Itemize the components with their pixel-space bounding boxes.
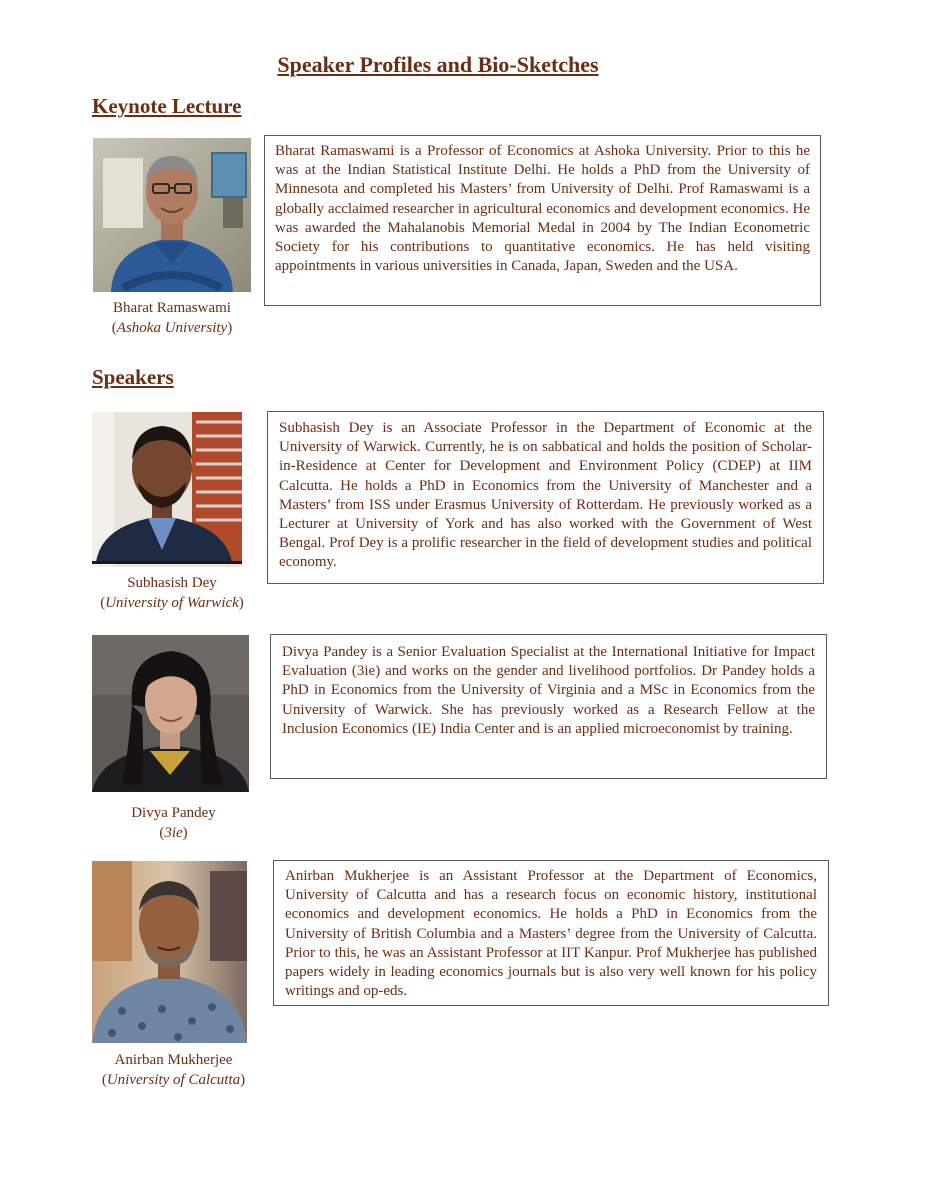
bio-text: Anirban Mukherjee is an Assistant Professor at the Department of Economics, University of Calcutta and has a research focus on economic history, institutional economics and development economics. He holds a PhD in Economics from the University of British Columbia and a Masters’ degree from the University of Calcutta. Prior to this, he was an Assistant Professor at IIT Kanpur. Prof Mukherjee has published papers widely in leading economics journals but is also very well known for his policy writings and op-eds. (285, 868, 817, 1000)
speaker-photo-divya-pandey (92, 635, 249, 792)
keynote-speaker-photo (93, 138, 251, 292)
speaker-photo-subhasish-dey (92, 412, 242, 567)
speaker-affiliation: University of Calcutta (106, 1071, 241, 1088)
speakers-heading: Speakers (92, 365, 174, 389)
speaker-caption-divya-pandey: Divya Pandey (3ie) (92, 804, 255, 843)
bio-text: Subhasish Dey is an Associate Professor in the Department of Economic at the University of Warwick. Currently, he is on sabbatical and holds the position of Scholar-in-Residence at Center for Development and Environment Policy (CDEP) at IIM Calcutta. He holds a PhD in Economics from the University of Manchester and a Masters’ from ISS under Erasmus University of Rotterdam. He previously worked as a Lecturer at University of York and has also worked with the Government of West Bengal. Prof Dey is a prolific researcher in the field of development studies and political economy. (279, 420, 812, 571)
speaker-affiliation: Ashoka University (116, 319, 228, 336)
keynote-bio-box (264, 135, 821, 306)
speaker-bio-box-anirban-mukherjee (273, 860, 829, 1006)
speaker-bio-box-subhasish-dey (267, 411, 824, 584)
keynote-heading: Keynote Lecture (92, 94, 242, 118)
keynote-caption: Bharat Ramaswami (Ashoka University) (93, 299, 251, 338)
bio-text: Divya Pandey is a Senior Evaluation Specialist at the International Initiative for Impact Evaluation (3ie) and works on the gender and livelihood portfolios. Dr Pandey holds a PhD in Economics from the University of Virginia and a MSc in Economics from the University of Warwick. She has previously worked as a Research Fellow at the Inclusion Economics (IE) India Center and is an applied microeconomist by training. (282, 644, 815, 737)
page-title: Speaker Profiles and Bio-Sketches (277, 52, 599, 77)
speaker-affiliation: University of Warwick (105, 594, 239, 611)
speaker-name: Anirban Mukherjee (114, 1052, 233, 1068)
speaker-name: Bharat Ramaswami (113, 300, 231, 316)
speaker-name: Divya Pandey (131, 805, 216, 821)
speaker-affiliation: 3ie (164, 824, 183, 841)
speaker-name: Subhasish Dey (127, 575, 217, 591)
speaker-caption-anirban-mukherjee: Anirban Mukherjee (University of Calcutta) (92, 1051, 255, 1090)
speaker-photo-anirban-mukherjee (92, 861, 247, 1043)
speaker-caption-subhasish-dey: Subhasish Dey (University of Warwick) (92, 574, 252, 613)
speaker-bio-box-divya-pandey (270, 634, 827, 779)
bio-text: Bharat Ramaswami is a Professor of Economics at Ashoka University. Prior to this he was at the Indian Statistical Institute Delhi. He holds a PhD from the University of Minnesota and completed his Masters’ from University of Delhi. Prof Ramaswami is a globally acclaimed researcher in agricultural economics and development economics. He was awarded the Mahalanobis Memorial Medal in 2004 by The Indian Econometric Society for his contributions to quantitative economics. He has held visiting appointments in various universities in Canada, Japan, Sweden and the USA. (275, 143, 810, 275)
